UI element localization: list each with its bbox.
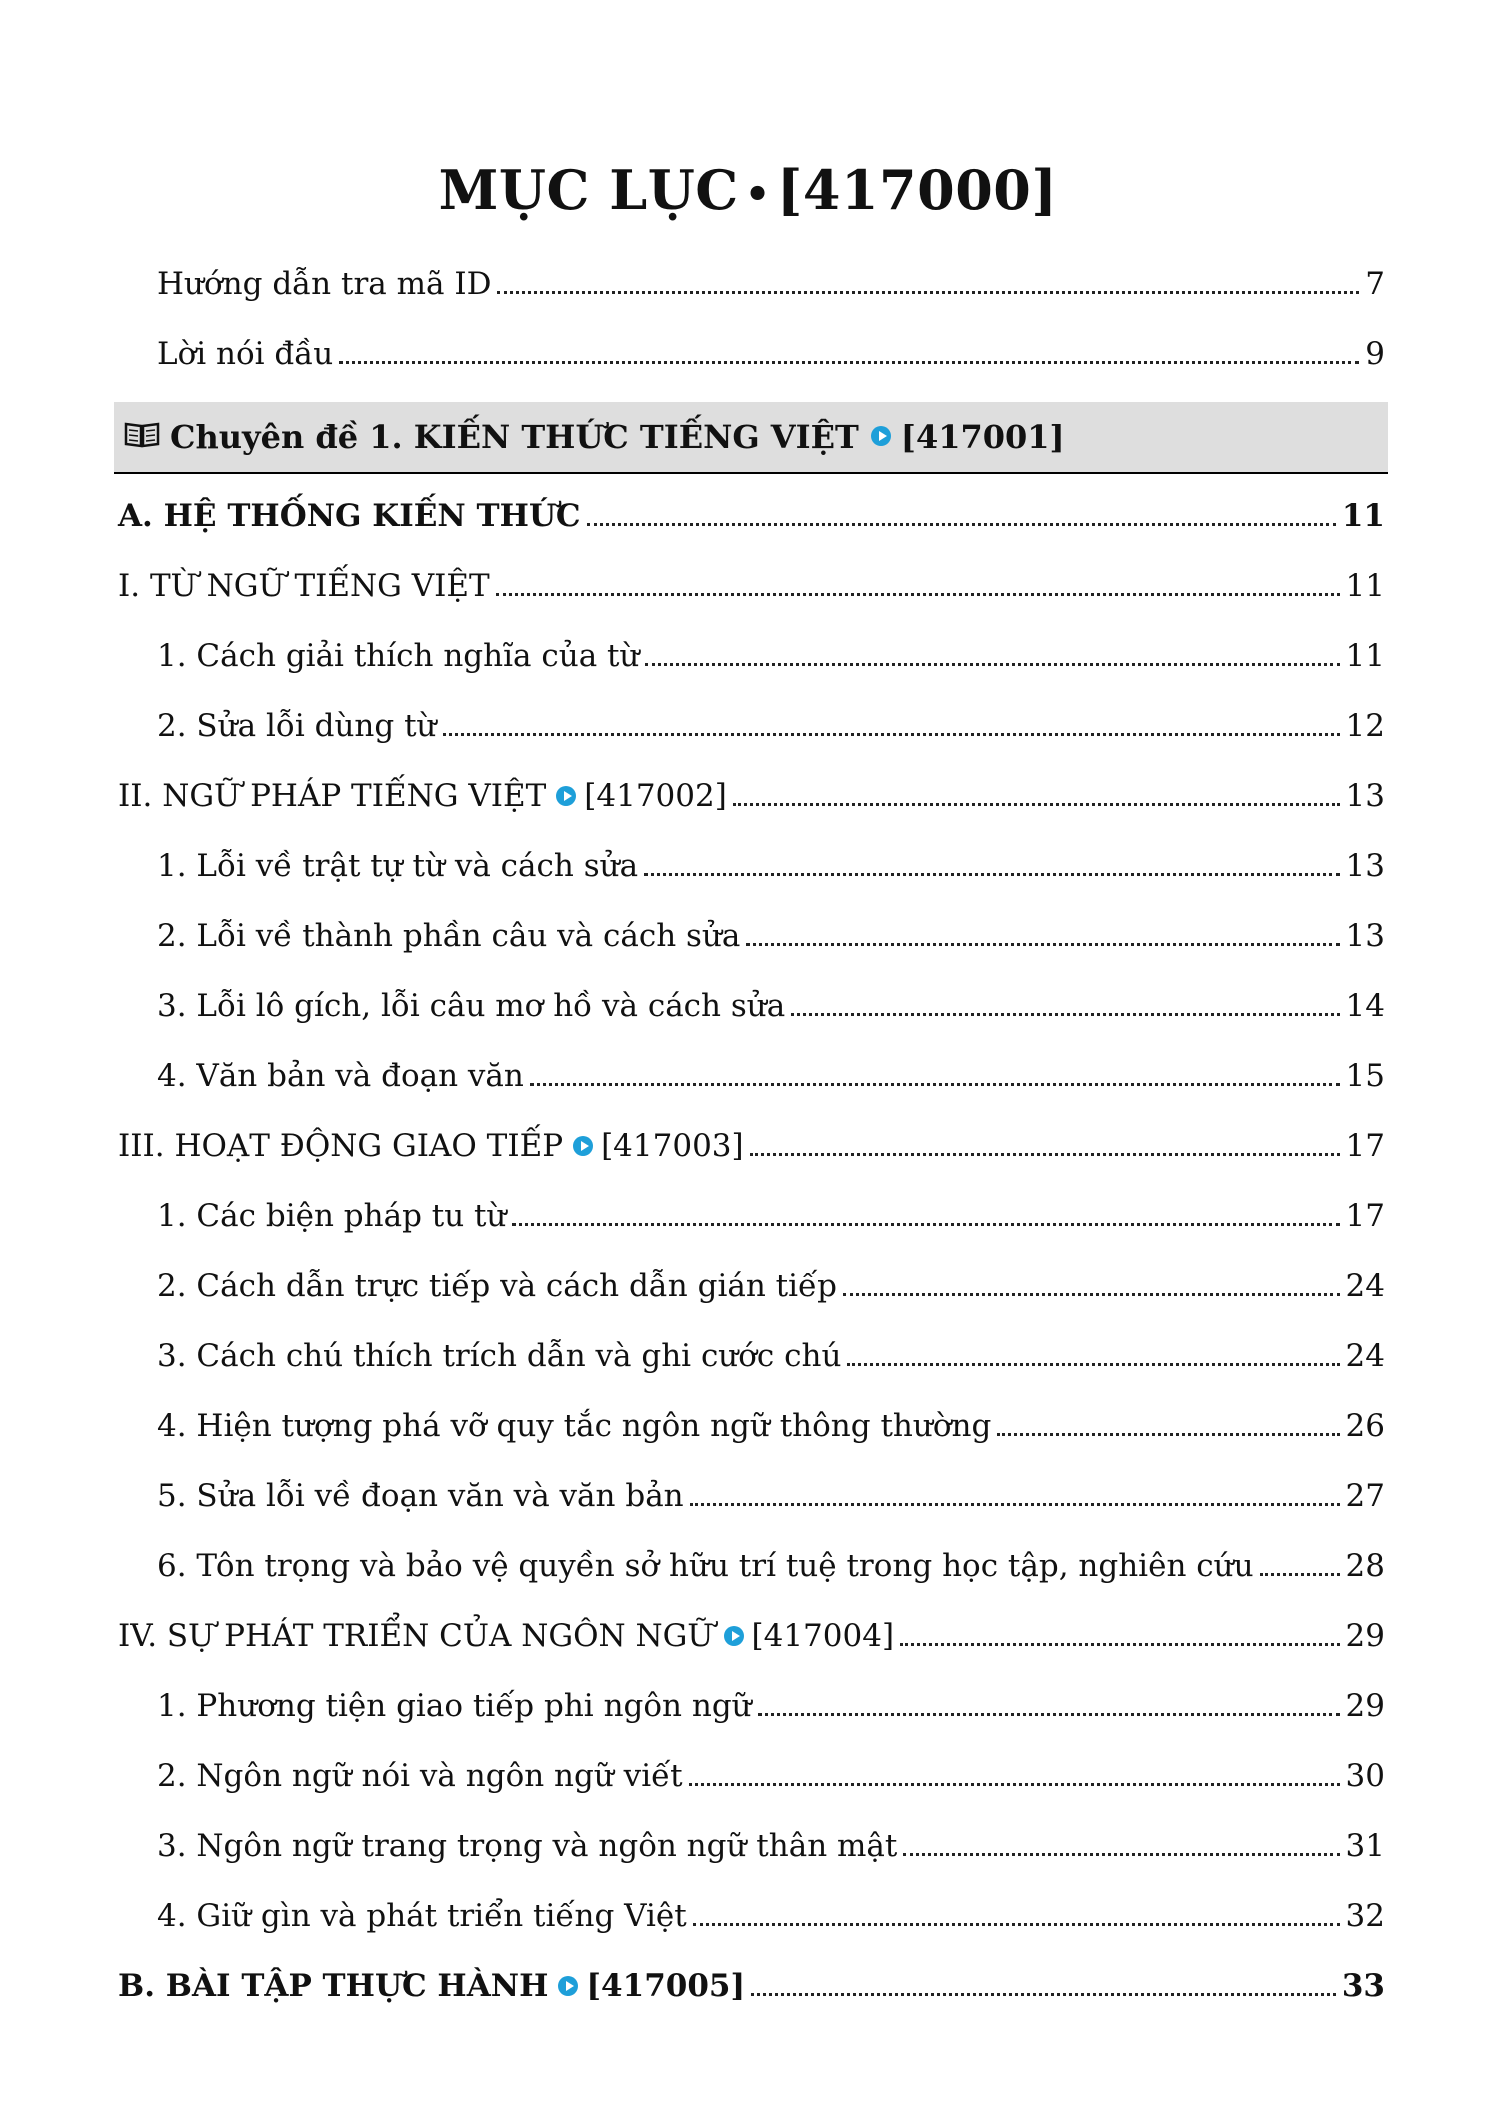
toc-entry-a[interactable] (118, 488, 1385, 536)
open-book-icon (124, 418, 160, 456)
toc-entry-page: 17 (1345, 1128, 1385, 1164)
toc-entry-label: IV. SỰ PHÁT TRIỂN CỦA NGÔN NGỮ [417004] (118, 1618, 895, 1654)
toc-entry-i[interactable] (118, 558, 1385, 606)
toc-entry-iii-2[interactable] (157, 1258, 1385, 1306)
toc-entry-b[interactable] (118, 1958, 1385, 2006)
toc-entry-page: 29 (1345, 1688, 1385, 1724)
toc-entry-ii-1[interactable] (157, 838, 1385, 886)
toc-entry-label: 4. Văn bản và đoạn văn (157, 1058, 524, 1094)
toc-entry-ii-2[interactable] (157, 908, 1385, 956)
toc-entry-ii-4[interactable] (157, 1048, 1385, 1096)
toc-entry-label: 2. Sửa lỗi dùng từ (157, 708, 437, 744)
toc-entry-label: 1. Lỗi về trật tự từ và cách sửa (157, 848, 639, 884)
dot-leader (645, 663, 1339, 666)
dot-leader (690, 1503, 1340, 1506)
toc-entry-label: Lời nói đầu (157, 336, 334, 372)
toc-entry-label: 1. Các biện pháp tu từ (157, 1198, 507, 1234)
toc-entry-foreword[interactable] (157, 326, 1385, 374)
toc-entry-page: 14 (1345, 988, 1385, 1024)
play-circle-icon[interactable] (724, 1626, 744, 1646)
toc-entry-code: [417002] (584, 778, 727, 814)
toc-entry-code: [417005] (586, 1968, 746, 2004)
toc-entry-iii-6[interactable] (157, 1538, 1385, 1586)
toc-entry-page: 31 (1345, 1828, 1385, 1864)
dot-leader (791, 1013, 1339, 1016)
dot-leader (750, 1153, 1340, 1156)
toc-entry-label: 1. Cách giải thích nghĩa của từ (157, 638, 640, 674)
toc-entry-label: 2. Cách dẫn trực tiếp và cách dẫn gián tiếp (157, 1268, 837, 1304)
toc-entry-page: 9 (1365, 336, 1385, 372)
toc-entry-label: 4. Hiện tượng phá vỡ quy tắc ngôn ngữ thông thường (157, 1408, 992, 1444)
toc-entry-label: II. NGỮ PHÁP TIẾNG VIỆT [417002] (118, 778, 727, 814)
toc-entry-page: 11 (1345, 638, 1385, 674)
dot-leader (339, 361, 1359, 364)
toc-entry-iii-3[interactable] (157, 1328, 1385, 1376)
toc-entry-label: 2. Ngôn ngữ nói và ngôn ngữ viết (157, 1758, 683, 1794)
toc-entry-label: Hướng dẫn tra mã ID (157, 266, 492, 302)
toc-entry-label: 4. Giữ gìn và phát triển tiếng Việt (157, 1898, 687, 1934)
toc-entry-page: 24 (1345, 1338, 1385, 1374)
play-circle-icon[interactable] (556, 786, 576, 806)
toc-entry-page: 13 (1345, 778, 1385, 814)
dot-leader (587, 523, 1336, 526)
dot-leader (689, 1783, 1340, 1786)
play-circle-icon[interactable] (558, 1976, 578, 1996)
toc-entry-iii-4[interactable] (157, 1398, 1385, 1446)
page-title (0, 155, 1496, 230)
toc-entry-iv-1[interactable] (157, 1678, 1385, 1726)
dot-leader (443, 733, 1340, 736)
toc-entry-iv-3[interactable] (157, 1818, 1385, 1866)
dot-leader (496, 593, 1340, 596)
toc-entry-guide[interactable] (157, 256, 1385, 304)
chapter-header[interactable] (114, 402, 1388, 474)
toc-entry-code: [417004] (751, 1618, 895, 1654)
toc-entry-i-2[interactable] (157, 698, 1385, 746)
toc-entry-label: 2. Lỗi về thành phần câu và cách sửa (157, 918, 741, 954)
toc-entry-label: I. TỪ NGỮ TIẾNG VIỆT (118, 568, 490, 604)
toc-entry-iv-2[interactable] (157, 1748, 1385, 1796)
toc-entry-label: 3. Cách chú thích trích dẫn và ghi cước chú (157, 1338, 842, 1374)
toc-entry-iii[interactable] (118, 1118, 1385, 1166)
toc-entry-label: 1. Phương tiện giao tiếp phi ngôn ngữ (157, 1688, 752, 1724)
toc-entry-page: 15 (1345, 1058, 1385, 1094)
toc-entry-iii-5[interactable] (157, 1468, 1385, 1516)
toc-entry-label: 3. Lỗi lô gích, lỗi câu mơ hồ và cách sửa (157, 988, 786, 1024)
toc-entry-label: III. HOẠT ĐỘNG GIAO TIẾP [417003] (118, 1128, 744, 1164)
chapter-code: [417001] (900, 418, 1065, 456)
toc-entry-page: 33 (1341, 1968, 1385, 2004)
toc-entry-iii-1[interactable] (157, 1188, 1385, 1236)
toc-entry-page: 29 (1345, 1618, 1385, 1654)
play-circle-icon[interactable] (871, 426, 891, 446)
dot-leader (746, 943, 1339, 946)
title-code: [417000] (776, 158, 1058, 222)
toc-entry-label: 3. Ngôn ngữ trang trọng và ngôn ngữ thân mật (157, 1828, 898, 1864)
play-circle-icon[interactable] (573, 1136, 593, 1156)
toc-entry-label: 5. Sửa lỗi về đoạn văn và văn bản (157, 1478, 684, 1514)
chapter-title: Chuyên đề 1. KIẾN THỨC TIẾNG VIỆT (170, 418, 859, 456)
toc-entry-page: 13 (1345, 848, 1385, 884)
dot-leader (751, 1993, 1336, 1996)
dot-leader (733, 803, 1340, 806)
toc-entry-page: 32 (1345, 1898, 1385, 1934)
toc-entry-iv-4[interactable] (157, 1888, 1385, 1936)
toc-entry-page: 11 (1345, 568, 1385, 604)
toc-entry-ii-3[interactable] (157, 978, 1385, 1026)
toc-entry-iv[interactable] (118, 1608, 1385, 1656)
toc-entry-page: 30 (1345, 1758, 1385, 1794)
dot-leader (530, 1083, 1340, 1086)
title-dot: • (744, 170, 771, 218)
dot-leader (847, 1363, 1339, 1366)
dot-leader (903, 1853, 1339, 1856)
dot-leader (512, 1223, 1339, 1226)
toc-entry-page: 11 (1341, 498, 1385, 534)
toc-entry-page: 7 (1365, 266, 1385, 302)
title-text: MỤC LỤC (438, 158, 739, 222)
dot-leader (497, 291, 1359, 294)
dot-leader (758, 1713, 1340, 1716)
toc-entry-label: B. BÀI TẬP THỰC HÀNH [417005] (118, 1968, 746, 2004)
toc-entry-ii[interactable] (118, 768, 1385, 816)
dot-leader (997, 1433, 1339, 1436)
toc-entry-page: 26 (1345, 1408, 1385, 1444)
toc-entry-page: 27 (1345, 1478, 1385, 1514)
toc-entry-page: 13 (1345, 918, 1385, 954)
dot-leader (900, 1643, 1340, 1646)
dot-leader (1260, 1573, 1340, 1576)
toc-entry-page: 28 (1345, 1548, 1385, 1584)
toc-entry-page: 17 (1345, 1198, 1385, 1234)
toc-entry-page: 24 (1345, 1268, 1385, 1304)
toc-entry-i-1[interactable] (157, 628, 1385, 676)
toc-entry-code: [417003] (601, 1128, 744, 1164)
toc-entry-page: 12 (1345, 708, 1385, 744)
toc-entry-label: 6. Tôn trọng và bảo vệ quyền sở hữu trí tuệ trong học tập, nghiên cứu (157, 1548, 1254, 1584)
dot-leader (693, 1923, 1340, 1926)
toc-entry-label: A. HỆ THỐNG KIẾN THỨC (118, 498, 581, 534)
dot-leader (843, 1293, 1340, 1296)
dot-leader (644, 873, 1340, 876)
